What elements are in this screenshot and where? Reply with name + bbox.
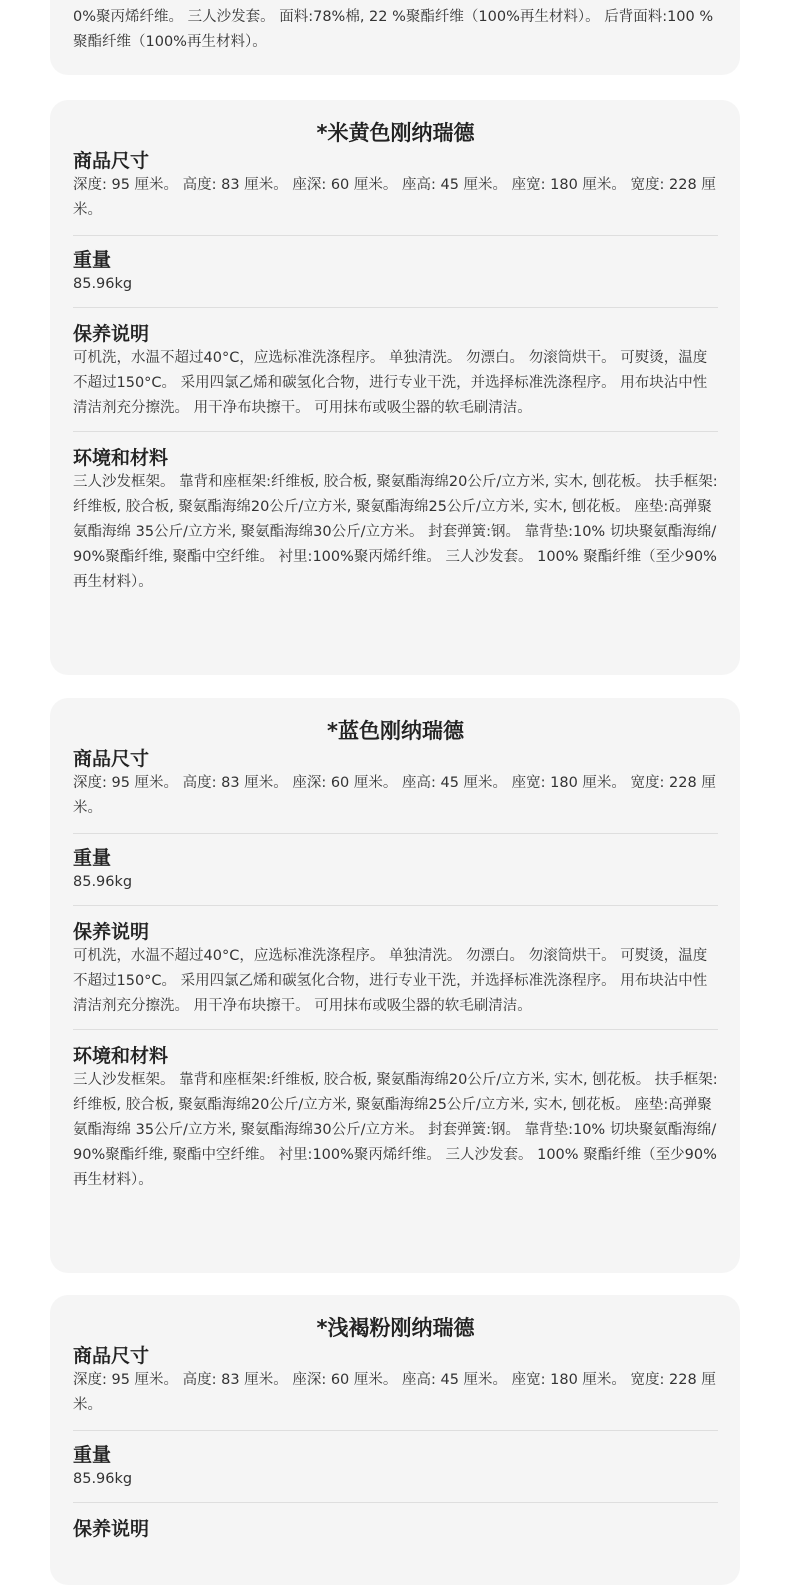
product-card-blue — [50, 698, 740, 1273]
dimensions-heading: 商品尺寸 — [73, 1345, 150, 1367]
dimensions-heading: 商品尺寸 — [73, 748, 150, 770]
care-heading: 保养说明 — [73, 1518, 150, 1540]
care-heading: 保养说明 — [73, 921, 150, 943]
environment-text: 三人沙发框架。 靠背和座框架:纤维板, 胶合板, 聚氨酯海绵20公斤/立方米, 实木, 刨花板。 扶手框架:纤维板, 胶合板, 聚氨酯海绵20公斤/立方米, 聚氨酯海绵25公斤/立方米, 实木, 刨花板。 座垫:高弹聚氨酯海绵 35公斤/立方米, 聚氨酯海绵30公斤/立方米。 封套弹簧:钢。 靠背垫:10% 切块聚氨酯海绵/90%聚酯纤维, 聚酯中空纤维。 衬里:100%聚丙烯纤维。 三人沙发套。 100% 聚酯纤维（至少90%再生材料）。 — [73, 474, 718, 590]
care-heading: 保养说明 — [73, 323, 150, 345]
card-title: *米黄色刚纳瑞德 — [316, 121, 475, 145]
environment-section — [73, 432, 718, 607]
product-card-top-partial — [50, 0, 740, 75]
weight-text: 85.96kg — [73, 874, 133, 890]
weight-heading: 重量 — [73, 847, 112, 869]
dimensions-heading: 商品尺寸 — [73, 150, 150, 172]
card-title: *蓝色刚纳瑞德 — [327, 719, 464, 743]
dimensions-text: 深度: 95 厘米。 高度: 83 厘米。 座深: 60 厘米。 座高: 45 厘米。 座宽: 180 厘米。 宽度: 228 厘米。 — [73, 775, 716, 816]
environment-heading: 环境和材料 — [73, 1045, 169, 1067]
weight-heading: 重量 — [73, 1444, 112, 1466]
dimensions-section — [73, 747, 718, 834]
care-section — [73, 906, 718, 1030]
care-text: 可机洗，水温不超过40°C，应选标准洗涤程序。 单独清洗。 勿漂白。 勿滚筒烘干。 可熨烫，温度不超过150°C。 采用四氯乙烯和碳氢化合物，进行专业干洗，并选择标准洗涤程序。 用布块沾中性清洁剂充分擦洗。 用干净布块擦干。 可用抹布或吸尘器的软毛刷清洁。 — [73, 350, 708, 416]
weight-section — [73, 236, 718, 308]
dimensions-section — [73, 1344, 718, 1431]
weight-section — [73, 1431, 718, 1503]
weight-text: 85.96kg — [73, 276, 133, 292]
dimensions-section — [73, 149, 718, 236]
product-card-beige — [50, 100, 740, 675]
environment-text: 0%聚丙烯纤维。 三人沙发套。 面料:78%棉, 22 %聚酯纤维（100%再生材料）。 后背面料:100 %聚酯纤维（100%再生材料）。 — [73, 9, 714, 50]
dimensions-text: 深度: 95 厘米。 高度: 83 厘米。 座深: 60 厘米。 座高: 45 厘米。 座宽: 180 厘米。 宽度: 228 厘米。 — [73, 177, 716, 218]
dimensions-text: 深度: 95 厘米。 高度: 83 厘米。 座深: 60 厘米。 座高: 45 厘米。 座宽: 180 厘米。 宽度: 228 厘米。 — [73, 1372, 716, 1413]
care-text: 可机洗，水温不超过40°C，应选标准洗涤程序。 单独清洗。 勿漂白。 勿滚筒烘干。 可熨烫，温度不超过150°C。 采用四氯乙烯和碳氢化合物，进行专业干洗，并选择标准洗涤程序。 用布块沾中性清洁剂充分擦洗。 用干净布块擦干。 可用抹布或吸尘器的软毛刷清洁。 — [73, 948, 708, 1014]
weight-section — [73, 834, 718, 906]
environment-heading: 环境和材料 — [73, 447, 169, 469]
weight-text: 85.96kg — [73, 1471, 133, 1487]
weight-heading: 重量 — [73, 249, 112, 271]
environment-text: 三人沙发框架。 靠背和座框架:纤维板, 胶合板, 聚氨酯海绵20公斤/立方米, 实木, 刨花板。 扶手框架:纤维板, 胶合板, 聚氨酯海绵20公斤/立方米, 聚氨酯海绵25公斤/立方米, 实木, 刨花板。 座垫:高弹聚氨酯海绵 35公斤/立方米, 聚氨酯海绵30公斤/立方米。 封套弹簧:钢。 靠背垫:10% 切块聚氨酯海绵/90%聚酯纤维, 聚酯中空纤维。 衬里:100%聚丙烯纤维。 三人沙发套。 100% 聚酯纤维（至少90%再生材料）。 — [73, 1072, 718, 1188]
care-section — [73, 1503, 718, 1551]
environment-section — [73, 1030, 718, 1205]
card-title: *浅褐粉刚纳瑞德 — [316, 1316, 475, 1340]
care-section — [73, 308, 718, 432]
product-card-light-brown-pink — [50, 1295, 740, 1585]
